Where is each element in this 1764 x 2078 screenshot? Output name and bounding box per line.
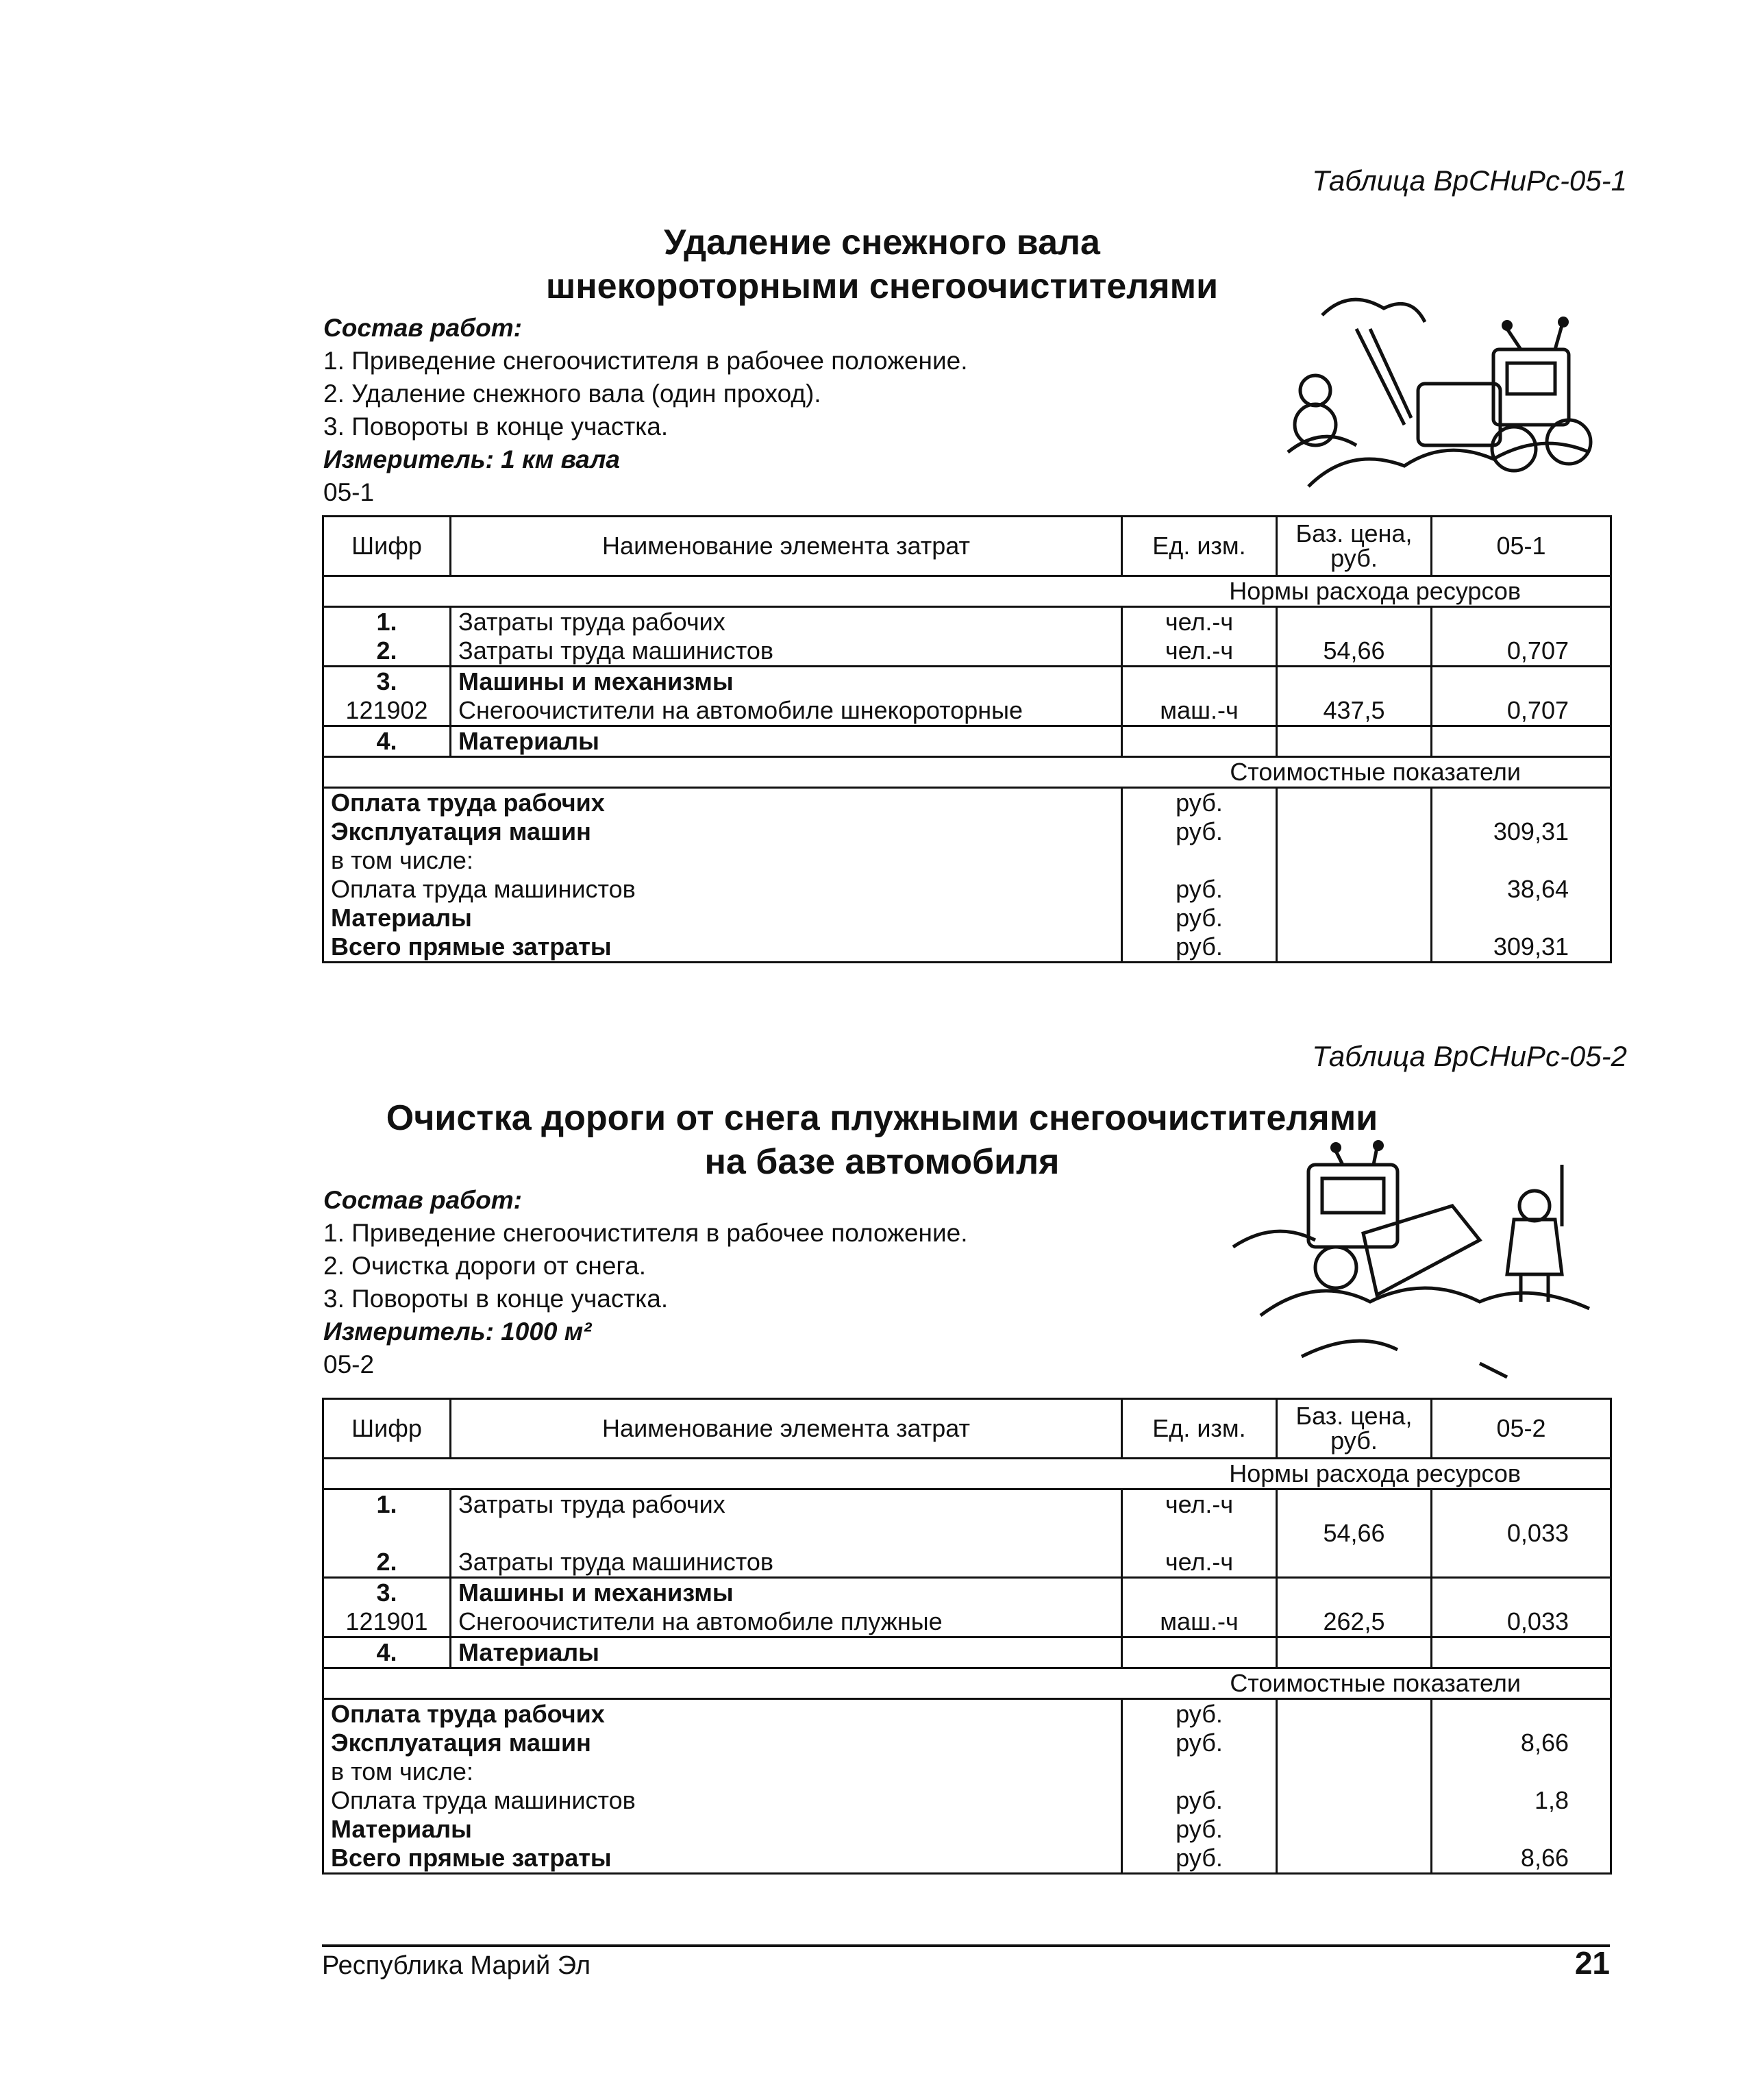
cost-rows: Оплата труда рабочих Эксплуатация машин в том числе: Оплата труда машинистов Материалы Всего прямые затраты руб. руб. руб. руб. руб. 309,31 38,64 309,31 [323, 788, 1611, 963]
header-name: Наименование элемента затрат [451, 517, 1122, 576]
resource-table [322, 1398, 1612, 1875]
norm-code: 05-1 [323, 478, 375, 506]
header-name: Наименование элемента затрат [451, 1399, 1122, 1459]
header-code: Шифр [323, 1399, 451, 1459]
work-composition [323, 1184, 968, 1381]
composition-label: Состав работ: [323, 1186, 522, 1214]
plow-truck-illustration [1219, 1137, 1610, 1384]
title-line: на базе автомобиля [704, 1142, 1060, 1182]
header-unit: Ед. изм. [1122, 1399, 1277, 1459]
norms-section-title: Нормы расхода ресурсов [323, 1459, 1611, 1489]
composition-label: Состав работ: [323, 314, 522, 342]
page-number: 21 [1574, 1945, 1610, 1981]
cost-section-title: Стоимостные показатели [323, 757, 1611, 788]
header-norm-column: 05-1 [1432, 517, 1611, 576]
cost-section-title: Стоимостные показатели [323, 1668, 1611, 1699]
footer-divider [322, 1944, 1610, 1947]
table-tag: Таблица ВрСНиРс-05-1 [1312, 164, 1627, 197]
header-price: Баз. цена, руб. [1277, 517, 1432, 576]
cost-rows: Оплата труда рабочих Эксплуатация машин в том числе: Оплата труда машинистов Материалы Всего прямые затраты руб. руб. руб. руб. руб. 8,66 1,8 8,66 [323, 1699, 1611, 1874]
header-unit: Ед. изм. [1122, 517, 1277, 576]
norm-code: 05-2 [323, 1350, 375, 1378]
title-line: шнекороторными снегоочистителями [545, 267, 1219, 306]
step: 3. Повороты в конце участка. [323, 1285, 669, 1313]
table-row: 3. 121902 Машины и механизмы Снегоочистители на автомобиле шнекороторные маш.-ч 437,5 0,707 [323, 667, 1611, 726]
step: 2. Удаление снежного вала (один проход). [323, 380, 821, 408]
header-code: Шифр [323, 517, 451, 576]
header-norm-column: 05-2 [1432, 1399, 1611, 1459]
footer-region: Республика Марий Эл [322, 1951, 591, 1980]
header-price: Баз. цена, руб. [1277, 1399, 1432, 1459]
table-tag: Таблица ВрСНиРс-05-2 [1312, 1040, 1627, 1072]
measure-unit: Измеритель: 1 км вала [323, 445, 620, 473]
step: 1. Приведение снегоочистителя в рабочее положение. [323, 1219, 968, 1247]
work-composition [323, 312, 968, 509]
step: 3. Повороты в конце участка. [323, 412, 669, 441]
norms-section-title: Нормы расхода ресурсов [323, 576, 1611, 607]
title-line: Очистка дороги от снега плужными снегоочистителями [386, 1098, 1378, 1138]
table-row: 4. Материалы [323, 1637, 1611, 1668]
resource-table [322, 515, 1612, 963]
step: 1. Приведение снегоочистителя в рабочее положение. [323, 347, 968, 375]
table-row: 3. 121901 Машины и механизмы Снегоочистители на автомобиле плужные маш.-ч 262,5 0,033 [323, 1578, 1611, 1637]
snow-blower-illustration [1267, 288, 1610, 507]
table-row: 1. 2. Затраты труда рабочих Затраты труда машинистов чел.-ч чел.-ч 54,66 0,707 [323, 607, 1611, 667]
measure-unit: Измеритель: 1000 м² [323, 1318, 592, 1346]
table-row: 4. Материалы [323, 726, 1611, 757]
table-row: 1. 2. Затраты труда рабочих Затраты труда машинистов чел.-ч чел.-ч 54,66 0,033 [323, 1489, 1611, 1578]
title-line: Удаление снежного вала [664, 223, 1100, 262]
step: 2. Очистка дороги от снега. [323, 1252, 646, 1280]
